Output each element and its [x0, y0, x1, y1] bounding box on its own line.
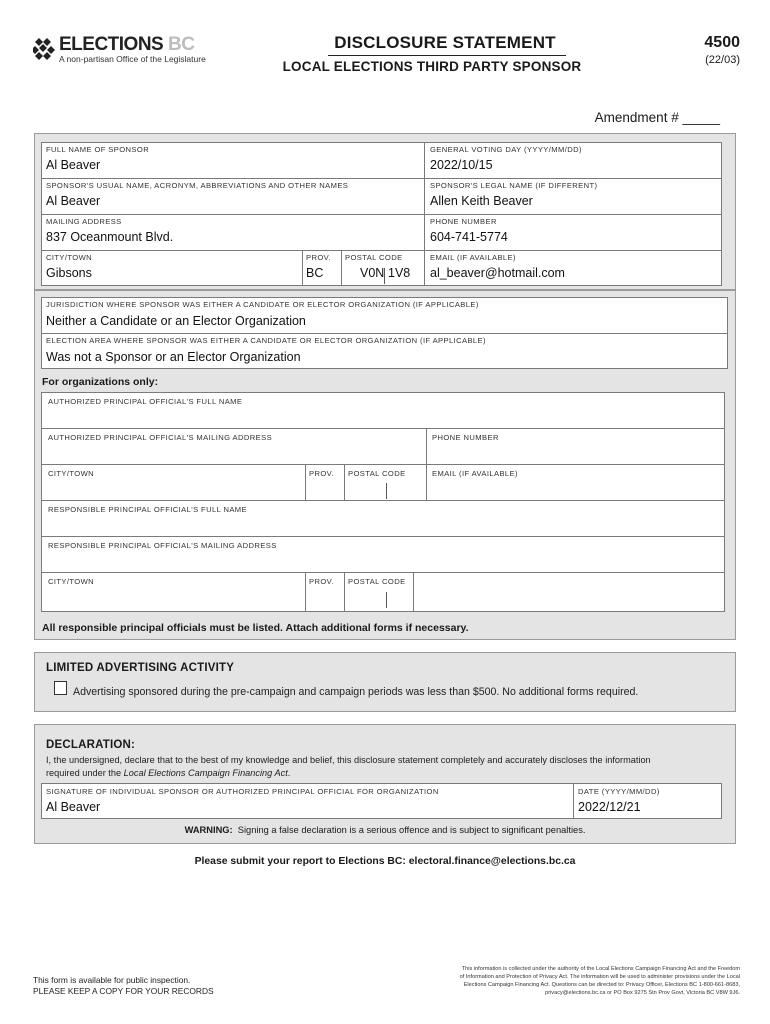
postal-code-label: POSTAL CODE: [345, 253, 403, 262]
logo-tagline: A non-partisan Office of the Legislature: [59, 54, 206, 64]
resp-official-address-field[interactable]: [42, 552, 724, 571]
organizations-heading: For organizations only:: [42, 376, 159, 388]
jurisdiction-divider: [41, 333, 728, 334]
postal-divider: [341, 250, 342, 286]
email-field[interactable]: al_beaver@hotmail.com: [430, 266, 565, 280]
voting-day-field[interactable]: 2022/10/15: [430, 158, 493, 172]
org-row-divider-1: [41, 428, 725, 429]
org-postal-separator-1: [386, 483, 387, 499]
org-row-divider-2: [41, 464, 725, 465]
auth-official-address-field[interactable]: [42, 444, 425, 463]
email-label: EMAIL (IF AVAILABLE): [430, 253, 516, 262]
advertising-checkbox[interactable]: [54, 681, 67, 695]
postal-code-first[interactable]: V0N: [360, 266, 385, 280]
legal-name-field[interactable]: Allen Keith Beaver: [430, 194, 533, 208]
submit-instructions: Please submit your report to Elections BC: electoral.finance@elections.bc.ca: [194, 856, 576, 867]
usual-name-field[interactable]: Al Beaver: [46, 194, 101, 208]
org-prov-divider-1: [305, 464, 306, 500]
voting-day-label: GENERAL VOTING DAY (YYYY/MM/DD): [430, 145, 582, 154]
prov-divider: [302, 250, 303, 286]
privacy-notice: This information is collected under the authority of the Local Elections Campaign Financing Act and the Freedom of Information and Protection of Privacy Act. The information will be used to administer provisions under the Local Elections Campaign Financing Act. Questions can be directed to: Privacy Officer, Elections BC 1-800-661-8683, privacy@elections.bc.ca or PO Box 9275 Stn Prov Govt, Victoria BC V8W 9J6.: [459, 966, 740, 996]
footer-notice: [33, 975, 214, 997]
elections-bc-logo: [33, 33, 213, 67]
title-underline: [328, 55, 566, 56]
footer-public-inspection: This form is available for public inspection.: [33, 975, 191, 985]
org-postal-divider-2: [344, 572, 345, 612]
resp-postal-label: POSTAL CODE: [348, 577, 406, 586]
city-field[interactable]: Gibsons: [46, 266, 92, 280]
page-title: DISCLOSURE STATEMENT: [334, 33, 556, 52]
org-phone-label: PHONE NUMBER: [432, 433, 499, 442]
org-city-end-divider: [413, 572, 414, 612]
sponsor-row-divider-3: [41, 250, 722, 251]
form-version: (22/03): [705, 54, 740, 66]
amendment-number: Amendment # _____: [594, 110, 720, 125]
phone-label: PHONE NUMBER: [430, 217, 497, 226]
resp-official-name-label: RESPONSIBLE PRINCIPAL OFFICIAL'S FULL NAME: [48, 505, 247, 514]
full-name-field[interactable]: Al Beaver: [46, 158, 101, 172]
org-postal-divider-1: [344, 464, 345, 500]
auth-official-address-label: AUTHORIZED PRINCIPAL OFFICIAL'S MAILING ADDRESS: [48, 433, 273, 442]
signature-label: SIGNATURE OF INDIVIDUAL SPONSOR OR AUTHORIZED PRINCIPAL OFFICIAL FOR ORGANIZATION: [46, 787, 439, 796]
officials-note: All responsible principal officials must be listed. Attach additional forms if necessary.: [42, 622, 469, 634]
signature-field[interactable]: Al Beaver: [46, 800, 101, 814]
org-postal-label: POSTAL CODE: [348, 469, 406, 478]
act-name: Local Elections Campaign Financing Act: [123, 767, 288, 778]
resp-official-name-field[interactable]: [42, 516, 724, 535]
signature-date-label: DATE (YYYY/MM/DD): [578, 787, 660, 796]
jurisdiction-label: JURISDICTION WHERE SPONSOR WAS EITHER A CANDIDATE OR ELECTOR ORGANIZATION (IF APPLICABLE): [46, 300, 479, 309]
logo-wordmark: ELECTIONS BC: [59, 34, 195, 55]
org-email-label: EMAIL (IF AVAILABLE): [432, 469, 518, 478]
auth-official-name-label: AUTHORIZED PRINCIPAL OFFICIAL'S FULL NAME: [48, 397, 243, 406]
prov-label: PROV.: [306, 253, 331, 262]
usual-name-label: SPONSOR'S USUAL NAME, ACRONYM, ABBREVIATIONS AND OTHER NAMES: [46, 181, 349, 190]
jurisdiction-field[interactable]: Neither a Candidate or an Elector Organization: [46, 314, 306, 328]
city-label: CITY/TOWN: [46, 253, 93, 262]
signature-date-divider: [573, 783, 574, 819]
org-prov-divider-2: [305, 572, 306, 612]
elections-bc-emblem-icon: [33, 36, 57, 62]
mailing-address-label: MAILING ADDRESS: [46, 217, 122, 226]
prov-field[interactable]: BC: [306, 266, 324, 280]
org-row-divider-5: [41, 572, 725, 573]
mailing-address-field[interactable]: 837 Oceanmount Blvd.: [46, 230, 174, 244]
page-subtitle: LOCAL ELECTIONS THIRD PARTY SPONSOR: [282, 59, 582, 74]
resp-official-address-label: RESPONSIBLE PRINCIPAL OFFICIAL'S MAILING ADDRESS: [48, 541, 277, 550]
resp-prov-label: PROV.: [309, 577, 334, 586]
auth-official-name-field[interactable]: [42, 408, 724, 427]
full-name-label: FULL NAME OF SPONSOR: [46, 145, 150, 154]
legal-name-label: SPONSOR'S LEGAL NAME (IF DIFFERENT): [430, 181, 598, 190]
phone-field[interactable]: 604-741-5774: [430, 230, 508, 244]
declaration-title: DECLARATION:: [46, 739, 136, 751]
postal-code-second[interactable]: 1V8: [388, 266, 411, 280]
resp-city-label: CITY/TOWN: [48, 577, 95, 586]
advertising-checkbox-label: Advertising sponsored during the pre-campaign and campaign periods was less than $500. No additional forms required.: [73, 686, 639, 698]
org-postal-separator-2: [386, 592, 387, 608]
warning-text: WARNING: Signing a false declaration is a serious offence and is subject to significant penalties.: [184, 825, 586, 835]
sponsor-row-divider-1: [41, 178, 722, 179]
signature-date-field[interactable]: 2022/12/21: [578, 800, 641, 814]
declaration-text: [46, 754, 726, 779]
org-phone-field[interactable]: [427, 444, 724, 463]
org-prov-label: PROV.: [309, 469, 334, 478]
sponsor-row-divider-2: [41, 214, 722, 215]
advertising-section: [34, 652, 736, 712]
declaration-line-1: I, the undersigned, declare that to the best of my knowledge and belief, this disclosure statement completely and accurately discloses the information: [46, 755, 651, 765]
form-number: 4500: [704, 34, 740, 51]
org-row-divider-4: [41, 536, 725, 537]
election-area-label: ELECTION AREA WHERE SPONSOR WAS EITHER A CANDIDATE OR ELECTOR ORGANIZATION (IF APPLICABLE): [46, 336, 486, 345]
declaration-line-2: required under the Local Elections Campaign Financing Act.: [46, 767, 291, 778]
org-row-divider-3: [41, 500, 725, 501]
footer-keep-copy: PLEASE KEEP A COPY FOR YOUR RECORDS: [33, 986, 214, 996]
org-phone-divider: [426, 428, 427, 500]
election-area-field[interactable]: Was not a Sponsor or an Elector Organization: [46, 350, 301, 364]
org-city-label: CITY/TOWN: [48, 469, 95, 478]
advertising-title: LIMITED ADVERTISING ACTIVITY: [46, 662, 235, 674]
